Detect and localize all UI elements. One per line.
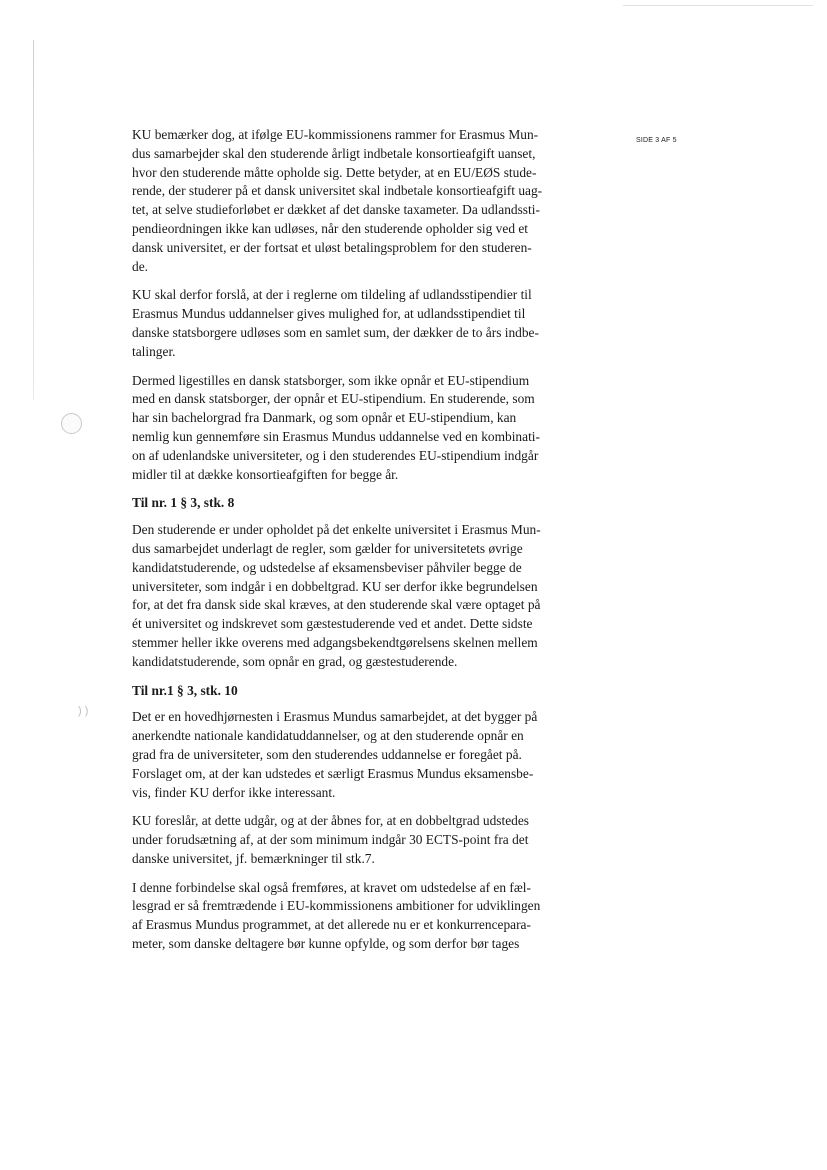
text-line: lesgrad er så fremtrædende i EU-kommissionens ambitioner for udviklingen: [132, 898, 541, 914]
text-line: under forudsætning af, at der som minimum indgår 30 ECTS-point fra det: [132, 832, 529, 848]
text-line: universiteter, som indgår i en dobbeltgrad. KU ser derfor ikke begrundelsen: [132, 578, 538, 594]
text-line: vis, finder KU derfor ikke interessant.: [132, 784, 336, 800]
text-line: de.: [132, 258, 148, 274]
text-line: Forslaget om, at der kan udstedes et særligt Erasmus Mundus eksamensbe-: [132, 765, 534, 781]
text-line: meter, som danske deltagere bør kunne opfylde, og som derfor bør tages: [132, 936, 520, 952]
text-line: grad fra de universiteter, som den studerendes uddannelse er foregået på.: [132, 746, 522, 762]
text-line: af Erasmus Mundus programmet, at det allerede nu er et konkurrencepara-: [132, 917, 531, 933]
text-line: dansk universitet, er der fortsat et uløst betalingsproblem for den studeren-: [132, 239, 532, 255]
text-line: pendieordningen ikke kan udløses, når den studerende opholder sig ved et: [132, 220, 529, 236]
document-body: [132, 126, 592, 964]
body-paragraph: [132, 126, 592, 276]
text-line: nemlig kun gennemføre sin Erasmus Mundus uddannelse ved en kombinati-: [132, 428, 540, 444]
scan-margin-line: [33, 40, 34, 400]
text-line: anerkendte nationale kandidatuddannelser, og at den studerende opnår en: [132, 728, 524, 744]
text-line: kandidatstuderende, og udstedelse af eksamensbeviser påhviler begge de: [132, 559, 522, 575]
section-heading: Til nr.1 § 3, stk. 10: [132, 682, 238, 698]
text-line: ét universitet og indskrevet som gæstestuderende ved et andet. Dette sidste: [132, 616, 533, 632]
text-line: KU skal derfor forslå, at der i reglerne om tildeling af udlandsstipendier til: [132, 287, 532, 303]
body-paragraph: [132, 521, 592, 671]
body-paragraph: [132, 708, 592, 802]
text-line: for, at det fra dansk side skal kræves, at den studerende skal være optaget på: [132, 597, 541, 613]
text-line: rende, der studerer på et dansk universitet skal indbetale konsortieafgift uag-: [132, 183, 543, 199]
scan-top-rule: [623, 5, 813, 6]
text-line: on af udenlandske universiteter, og i den studerendes EU-stipendium indgår: [132, 447, 539, 463]
scan-mark: ) ): [78, 705, 89, 717]
text-line: Det er en hovedhjørnesten i Erasmus Mundus samarbejdet, at det bygger på: [132, 709, 538, 725]
text-line: stemmer heller ikke overens med adgangsbekendtgørelsens skelnen mellem: [132, 634, 538, 650]
text-line: dus samarbejder skal den studerende årligt indbetale konsortieafgift uanset,: [132, 145, 536, 161]
text-line: Dermed ligestilles en dansk statsborger, som ikke opnår et EU-stipendium: [132, 372, 530, 388]
text-line: har sin bachelorgrad fra Danmark, og som opnår et EU-stipendium, kan: [132, 410, 517, 426]
text-line: I denne forbindelse skal også fremføres, at kravet om udstedelse af en fæl-: [132, 879, 531, 895]
text-line: talinger.: [132, 343, 176, 359]
body-paragraph: [132, 879, 592, 954]
text-line: dus samarbejdet underlagt de regler, som gælder for universitetets øvrige: [132, 540, 523, 556]
text-line: Erasmus Mundus uddannelser gives mulighed for, at udlandsstipendiet til: [132, 306, 526, 322]
text-line: hvor den studerende måtte opholde sig. Dette betyder, at en EU/EØS stude-: [132, 164, 537, 180]
body-paragraph: [132, 372, 592, 485]
text-line: danske universitet, jf. bemærkninger til stk.7.: [132, 850, 375, 866]
text-line: KU bemærker dog, at ifølge EU-kommissionens rammer for Erasmus Mun-: [132, 127, 539, 142]
text-line: KU foreslår, at dette udgår, og at der åbnes for, at en dobbeltgrad udstedes: [132, 813, 529, 829]
text-line: Den studerende er under opholdet på det enkelte universitet i Erasmus Mun-: [132, 522, 541, 538]
text-line: tet, at selve studieforløbet er dækket af det danske taxameter. Da udlandssti-: [132, 202, 540, 218]
text-line: kandidatstuderende, som opnår en grad, og gæstestuderende.: [132, 653, 458, 669]
text-line: med en dansk statsborger, der opnår et EU-stipendium. En studerende, som: [132, 391, 535, 407]
text-line: danske statsborgere udløses som en samlet sum, der dækker de to års indbe-: [132, 324, 539, 340]
body-paragraph: [132, 286, 592, 361]
page-number-label: SIDE 3 AF 5: [636, 137, 677, 144]
body-paragraph: [132, 812, 592, 868]
punch-hole: [61, 413, 82, 434]
section-heading: Til nr. 1 § 3, stk. 8: [132, 495, 235, 511]
text-line: midler til at dække konsortieafgiften for begge år.: [132, 466, 399, 482]
